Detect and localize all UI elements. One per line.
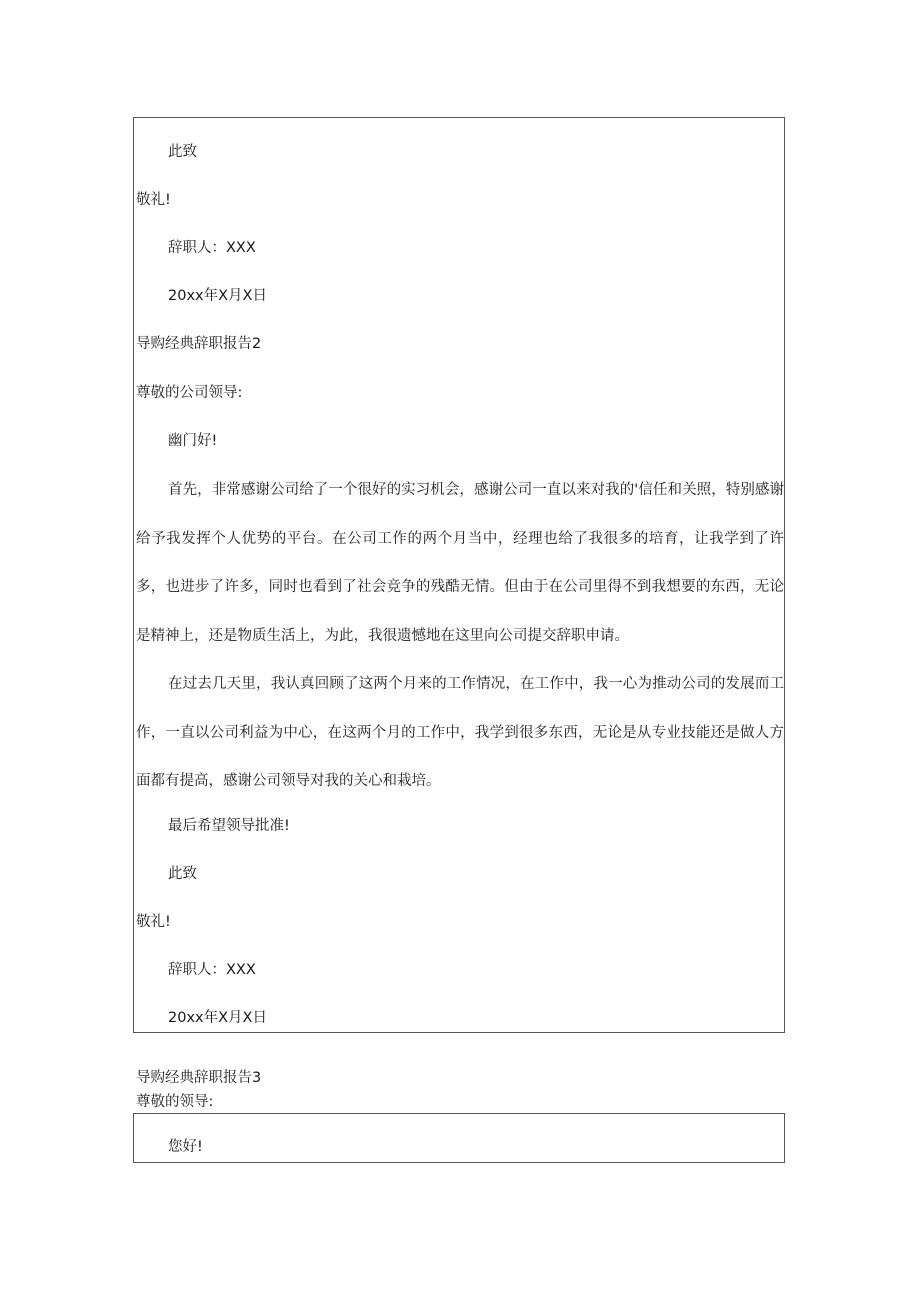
signer: 辞职人：XXX [168,962,256,978]
greeting: 您好! [168,1139,203,1155]
signer: 辞职人：XXX [168,240,256,256]
body-paragraph-2: 在过去几天里，我认真回顾了这两个月来的工作情况，在工作中，我一心为推动公司的发展而工作，一直以公司利益为中心，在这两个月的工作中，我学到很多东西，无论是从专业技能还是做人方面都有提高，感谢公司领导对我的关心和栽培。 [136,676,784,789]
date: 20xx年X月X日 [168,1010,267,1026]
closing-salutation: 此致 [168,144,197,160]
addressee: 尊敬的领导: [136,1094,214,1110]
closing-respect: 敬礼! [136,914,171,930]
closing-respect: 敬礼! [136,192,171,208]
date: 20xx年X月X日 [168,288,267,304]
body-paragraph-1: 首先，非常感谢公司给了一个很好的实习机会，感谢公司一直以来对我的'信任和关照，特别感谢给予我发挥个人优势的平台。在公司工作的两个月当中，经理也给了我很多的培育，让我学到了许多，也进步了许多，同时也看到了社会竞争的残酷无情。但由于在公司里得不到我想要的东西，无论是精神上，还是物质生活上，为此，我很遗憾地在这里向公司提交辞职申请。 [136,482,784,644]
letter-frame-2 [133,1113,785,1163]
closing-wish: 最后希望领导批准! [168,818,290,834]
section-title: 导购经典辞职报告2 [136,336,262,352]
addressee: 尊敬的公司领导: [136,385,243,401]
closing-salutation: 此致 [168,866,197,882]
greeting: 幽门好! [168,433,218,449]
section-title: 导购经典辞职报告3 [136,1070,262,1086]
